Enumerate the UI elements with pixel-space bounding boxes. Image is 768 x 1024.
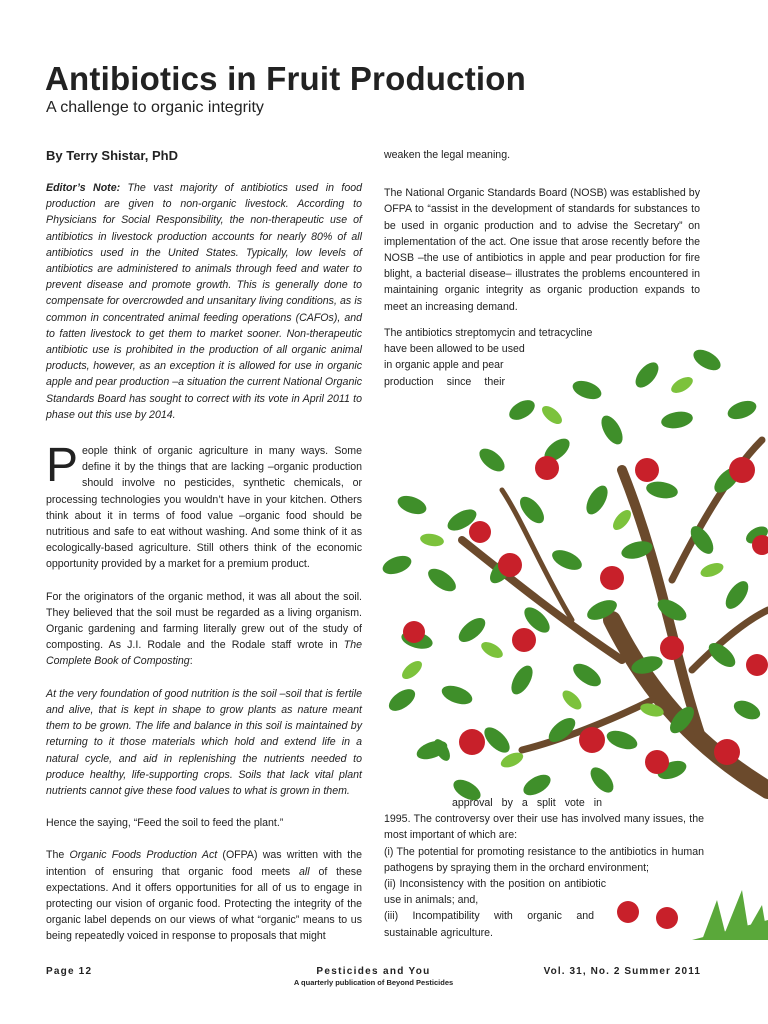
- soil-paragraph-text: For the originators of the organic method, it was all about the soil. They believed that the soil must be regarded as a living organism. Organic gardening and farming literally grew out of the study of composting. As J.I. Rodale and the Rodale staff wrote in: [46, 590, 362, 652]
- publication-tagline: A quarterly publication of Beyond Pesticides: [293, 978, 454, 987]
- issue-info: Vol. 31, No. 2 Summer 2011: [543, 966, 701, 977]
- right-column: [384, 147, 700, 315]
- page-footer: [46, 966, 701, 996]
- ofpa-text-b: (OFPA) was written with the intention of ensuring that organic food meets: [46, 849, 362, 878]
- left-column: [46, 180, 362, 945]
- issue-item-1: (i) The potential for promoting resistance to the antibiotics in human pathogens by spraying them in the orchard environment;: [384, 845, 704, 874]
- intro-paragraph: [46, 439, 362, 573]
- ofpa-paragraph: [46, 847, 362, 944]
- right-column-lower: [384, 795, 704, 941]
- emphasis-all: all: [299, 865, 310, 878]
- editors-note-text: The vast majority of antibiotics used in food production are given to non-organic livestock. According to Physicians for Social Responsibility, the non-therapeutic use of antibiotics in livestock production accounts for nearly 80% of all antibiotics used in the United States. Typically, low levels of antibiotics are administered to animals through feed and water to prevent disease and promote growth. This is generally done to compensate for overcrowded and unsanitary living conditions, as is common in concentrated animal feeding operations (CAFOs), and to fatten livestock to get them to market sooner. Non-therapeutic antibiotic use is prohibited in the production of all organic animal products, however, as an exception it is allowed for use in organic apple and pear production –a situation the current National Organic Standards Board has sought to correct with its vote in April 2011 to phase out this use by 2014.: [46, 182, 362, 421]
- continuation-text: weaken the legal meaning.: [384, 149, 511, 161]
- ofpa-text-c: of these expectations. And it offers opportunities for all of us to engage in protecting our vision of organic food. Protecting the integrity of the organic label depends on our views of what “organic” means to us being repeatedly voiced in response to proposals that might: [46, 865, 362, 943]
- article-title: Antibiotics in Fruit Production: [45, 60, 526, 97]
- page-number: Page 12: [46, 966, 93, 977]
- article-subtitle: A challenge to organic integrity: [46, 99, 264, 116]
- ofpa-text-a: The: [46, 849, 70, 862]
- issue-item-3: (iii) Incompatibility with organic and sustainable agriculture.: [384, 910, 594, 939]
- saying-paragraph: Hence the saying, “Feed the soil to feed the plant.”: [46, 817, 284, 830]
- issue-item-2: (ii) Inconsistency with the position on antibiotic use in animals; and,: [384, 878, 606, 907]
- intro-paragraph-text: eople think of organic agriculture in many ways. Some define it by the things that are lacking –organic production should involve no pesticides, synthetic chemicals, or processing technologies you wouldn’t have in your kitchen. Others think about it in terms of food value –organic food should be nutritious and safe to eat without washing. And some think of it as ecologically-based agriculture. Still others think of the economic opportunity provided by a market for a premium product.: [46, 445, 362, 571]
- editors-note-label: Editor’s Note:: [46, 182, 121, 194]
- tree-wrap-line-2: have been allowed to be used: [384, 343, 525, 356]
- publication-name: Pesticides and You: [316, 966, 431, 977]
- controversy-text: 1995. The controversy over their use has involved many issues, the most important of which are:: [384, 813, 704, 842]
- nosb-paragraph: The National Organic Standards Board (NOSB) was established by OFPA to “assist in the development of standards for substances to be used in organic production and to advise the Secretary” on implementation of the act. One issue that arose recently before the NOSB –the use of antibiotics in apple and pear production for fire blight, a bacterial disease– illustrates the problems encountered in maintaining organic integrity as organic production expands to meet an increasing demand.: [384, 187, 700, 313]
- tree-wrap-text: [384, 325, 646, 390]
- act-name: Organic Foods Production Act: [69, 849, 218, 862]
- tree-wrap-line-3: in organic apple and pear: [384, 359, 504, 372]
- soil-paragraph: [46, 589, 362, 670]
- book-title: The Complete Book of Composting: [46, 639, 362, 668]
- approval-line: approval by a split vote in: [452, 797, 602, 809]
- byline: By Terry Shistar, PhD: [46, 148, 178, 163]
- rodale-quote: At the very foundation of good nutrition is the soil –soil that is fertile and alive, that is kept in shape to grow plants as nature meant them to be grown. The life and balance in this soil is maintained by returning to it those materials which hold and extend life in a natural cycle, and aid in replenishing the nutrients needed to produce healthy, life-supporting crops. Soils that lack vital plant nutrients cannot give these food values to what is grown in them.: [46, 687, 362, 797]
- tree-wrap-line-1: The antibiotics streptomycin and tetracycline: [384, 327, 593, 339]
- editors-note: [46, 180, 362, 423]
- soil-paragraph-end: :: [189, 655, 193, 668]
- drop-cap: P: [46, 439, 79, 493]
- tree-wrap-line-4: production since their: [384, 375, 505, 388]
